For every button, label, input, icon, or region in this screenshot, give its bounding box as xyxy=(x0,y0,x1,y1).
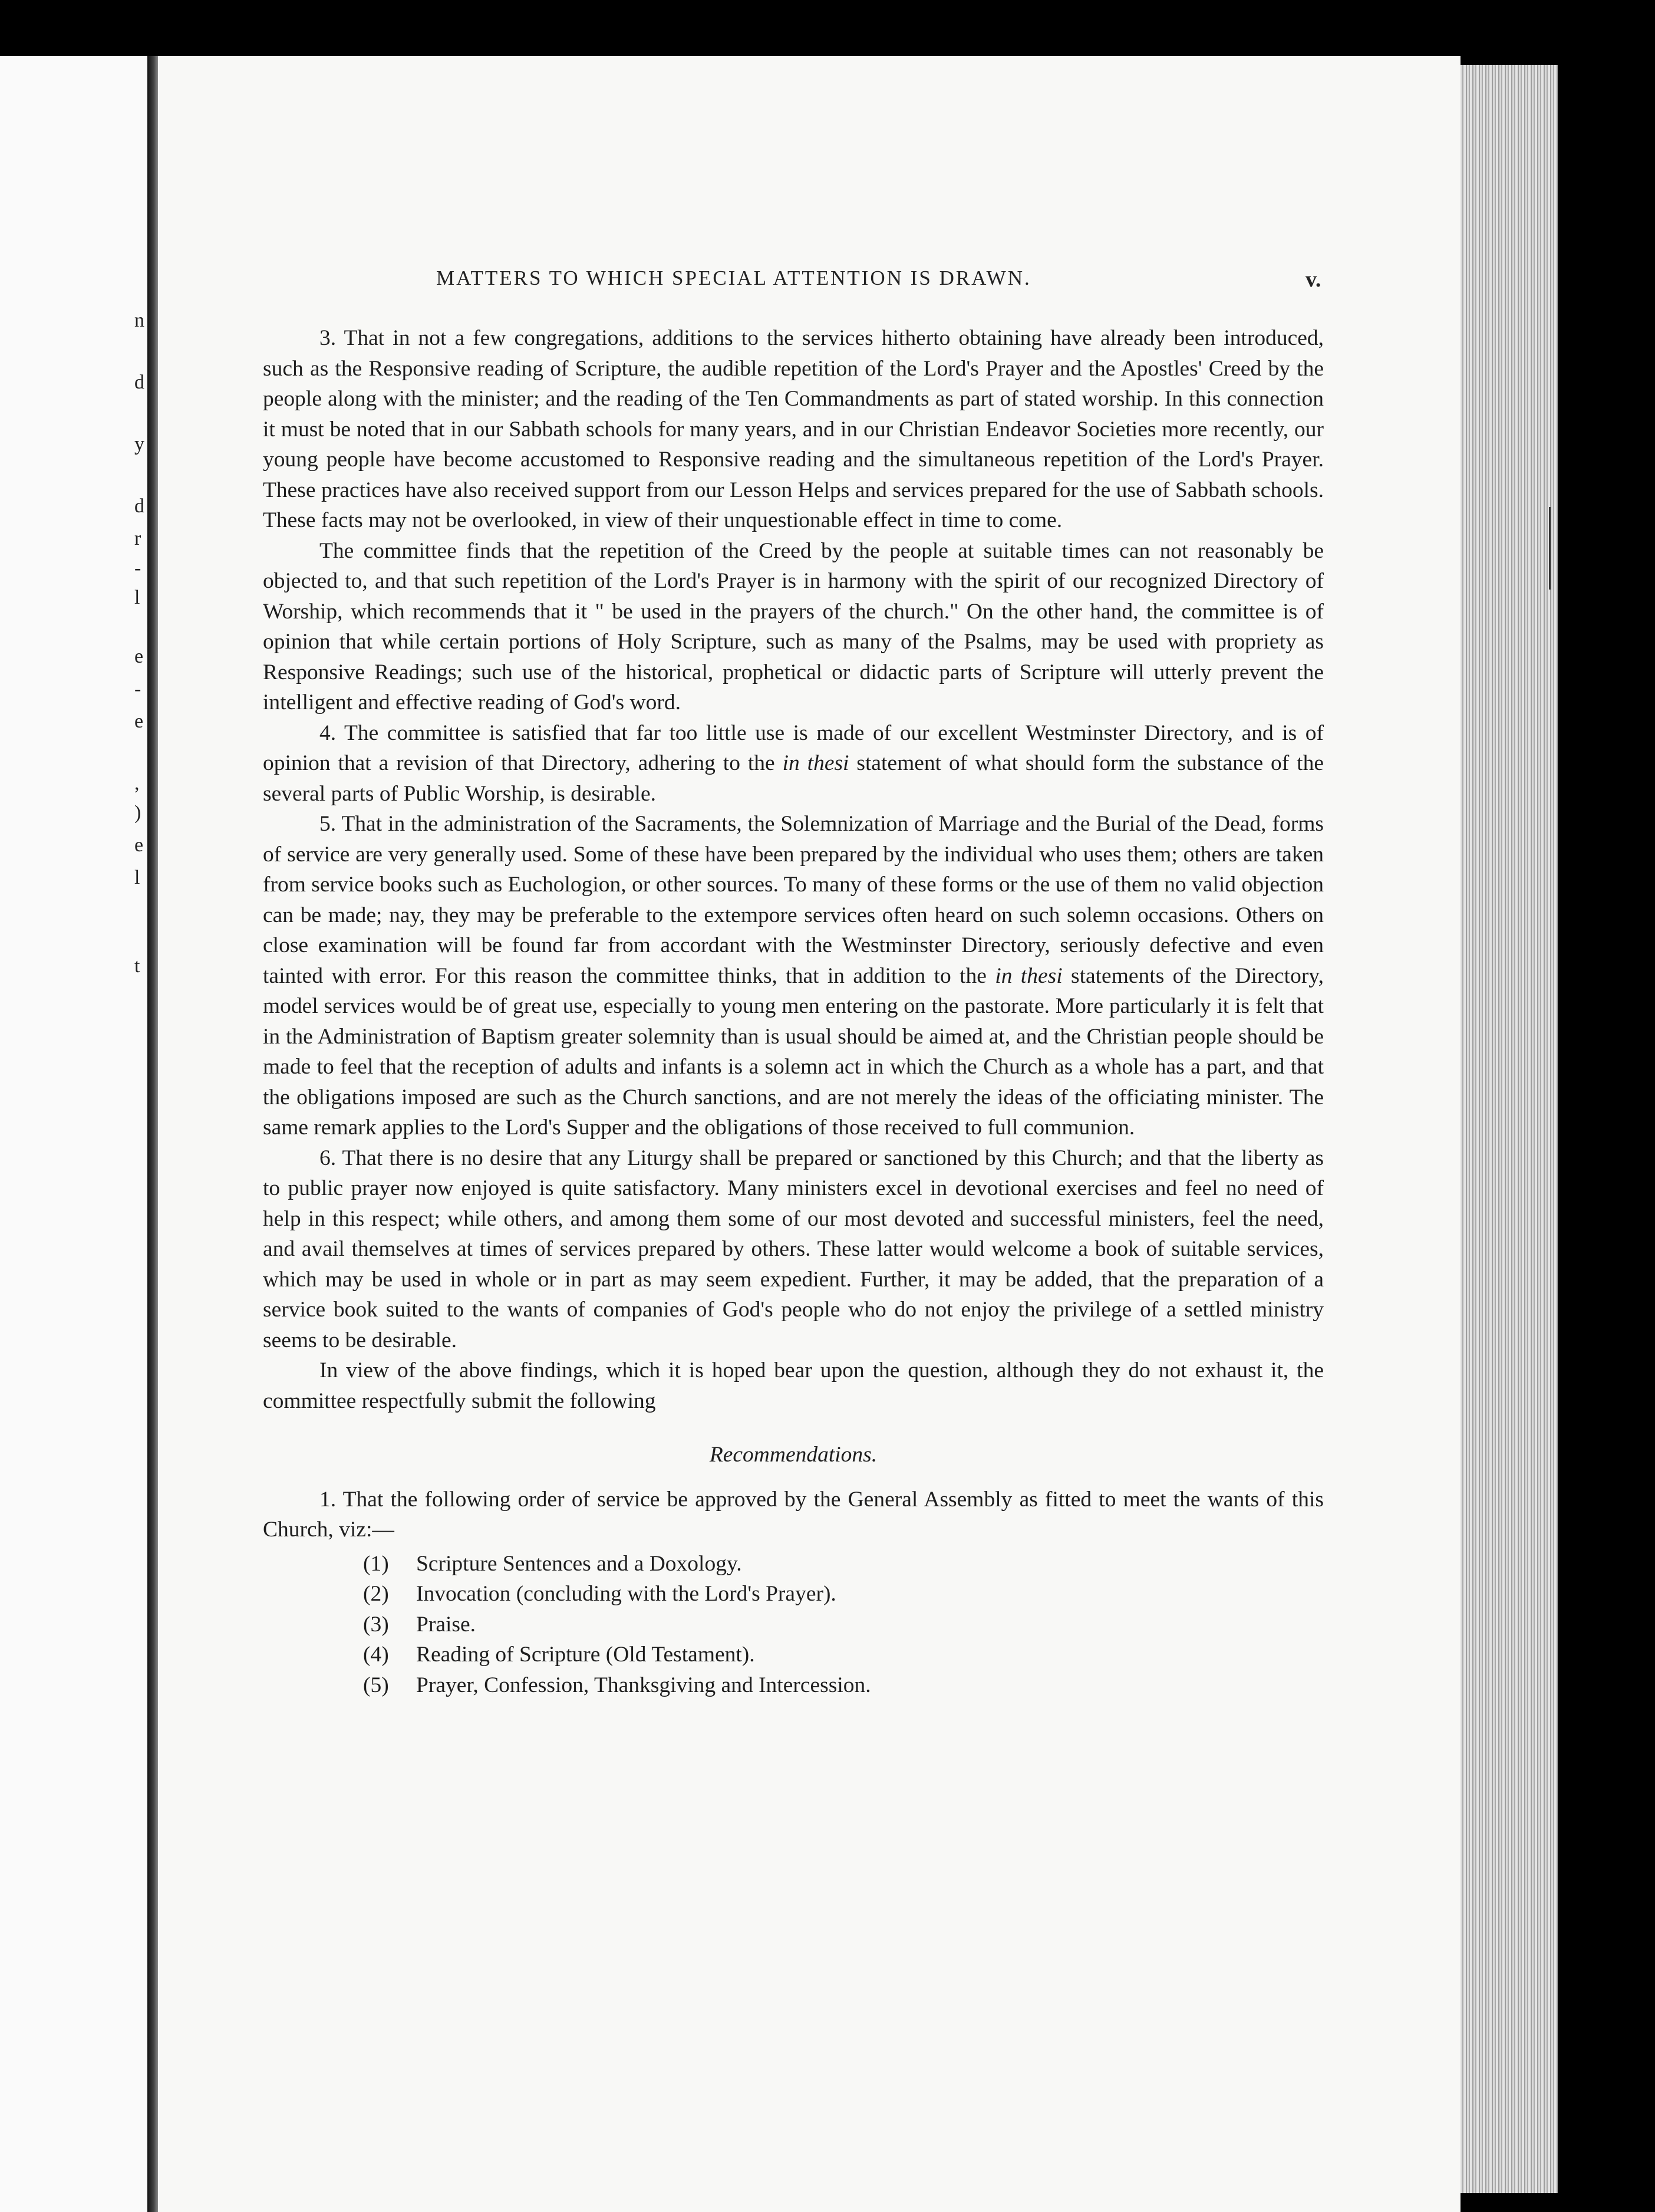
order-of-service-list xyxy=(363,1549,1324,1701)
running-header: MATTERS TO WHICH SPECIAL ATTENTION IS DRAWN. xyxy=(436,266,1031,289)
list-item: (4) Reading of Scripture (Old Testament). xyxy=(363,1642,755,1667)
margin-fragment: e xyxy=(134,710,144,732)
margin-fragment: d xyxy=(134,371,144,393)
list-item: (1) Scripture Sentences and a Doxology. xyxy=(363,1551,742,1576)
previous-page-edge xyxy=(0,56,147,2212)
margin-fragment: l xyxy=(134,587,140,608)
italic-term: in thesi xyxy=(782,751,849,775)
paragraph: In view of the above findings, which it is hoped bear upon the question, although they do not exhaust it, the committee respectfully submit the following xyxy=(263,1358,1324,1413)
recommendations-heading: Recommendations. xyxy=(709,1443,878,1467)
margin-fragment: y xyxy=(134,433,144,455)
margin-fragment: , xyxy=(134,772,140,794)
page-number: v. xyxy=(1305,267,1321,292)
margin-fragment: e xyxy=(134,646,144,667)
list-item: (5) Prayer, Confession, Thanksgiving and Intercession. xyxy=(363,1673,871,1697)
paragraph: The committee finds that the repetition of the Creed by the people at suitable times can not reasonably be objected to, and that such repetition of the Lord's Prayer is in harmony with the spirit of our recognized Directory of Worship, which recommends that it " be used in the prayers of the church." On the other hand, the committee is of opinion that while certain portions of Holy Scripture, such as many of the Psalms, may be used with propriety as Responsive Readings; such use of the historical, prophetical or didactic parts of Scripture will utterly prevent the intelligent and effective reading of God's word. xyxy=(263,538,1324,715)
paragraph: 6. That there is no desire that any Liturgy shall be prepared or sanctioned by this Church; and that the liberty as to public prayer now enjoyed is quite satisfactory. Many ministers excel in devotional exercises and feel no need of help in this respect; while others, and among them some of our most devoted and successful ministers, feel the need, and avail themselves at times of services prepared by others. These latter would welcome a book of suitable services, which may be used in whole or in part as may seem expedient. Further, it may be added, that the preparation of a service book suited to the wants of companies of God's people who do not enjoy the privilege of a settled ministry seems to be desirable. xyxy=(263,1146,1324,1352)
book-gutter xyxy=(147,56,158,2212)
margin-fragment: e xyxy=(134,834,144,856)
margin-fragment: l xyxy=(134,867,140,888)
page-edges xyxy=(1461,65,1558,2193)
list-item: (2) Invocation (concluding with the Lord's Prayer). xyxy=(363,1582,836,1606)
paragraph: 3. That in not a few congregations, additions to the services hitherto obtaining have already been introduced, such as the Responsive reading of Scripture, the audible repetition of the Lord's Prayer and the Apostles' Creed by the people along with the minister; and the reading of the Ten Commandments as part of stated worship. In this connection it must be noted that in our Sabbath schools for many years, and in our Christian Endeavor Societies more recently, our young people have become accustomed to Responsive reading and the simultaneous repetition of the Lord's Prayer. These practices have also received support from our Lesson Helps and services prepared for the use of Sabbath schools. These facts may not be overlooked, in view of their unquestionable effect in time to come. xyxy=(263,326,1324,532)
paragraph: 5. That in the administration of the Sacraments, the Solemnization of Marriage and the Burial of the Dead, forms of service are very generally used. Some of these have been prepared by the individual who uses them; others are taken from service books such as Euchologion, or other sources. To many of these forms or the use of them no valid objection can be made; nay, they may be preferable to the extempore services often heard on such solemn occasions. Others on close examination will be found far from accordant with the Westminster Directory, seriously defective and even tainted with error. For this reason the committee thinks, that in addition to the in thesi statements of the Directory, model services would be of great use, especially to young men entering on the pastorate. More particularly it is felt that in the Administration of Baptism greater solemnity than is usual should be aimed at, and the Christian people should be made to feel that the reception of adults and infants is a solemn act in which the Church as a whole has a part, and that the obligations imposed are such as the Church sanctions, and are not merely the ideas of the officiating minister. The same remark applies to the Lord's Supper and the obligations of those received to full communion. xyxy=(263,812,1324,1140)
margin-fragment: d xyxy=(134,495,144,517)
margin-fragment: - xyxy=(134,557,141,579)
body-text xyxy=(263,323,1324,1700)
margin-fragment: - xyxy=(134,678,141,700)
margin-fragment: t xyxy=(134,955,140,977)
edge-mark xyxy=(1549,507,1551,590)
paragraph: 4. The committee is satisfied that far too little use is made of our excellent Westminster Directory, and is of opinion that a revision of that Directory, adhering to the in thesi statement of what should form the substance of the several parts of Public Worship, is desirable. xyxy=(263,720,1324,806)
italic-term: in thesi xyxy=(995,963,1063,988)
margin-fragment: n xyxy=(134,310,144,331)
margin-fragment: r xyxy=(134,528,141,549)
margin-fragment: ) xyxy=(134,802,141,824)
recommendation-intro: 1. That the following order of service be approved by the General Assembly as fitted to meet the wants of this Church, viz:— xyxy=(263,1487,1324,1542)
list-item: (3) Praise. xyxy=(363,1612,476,1637)
